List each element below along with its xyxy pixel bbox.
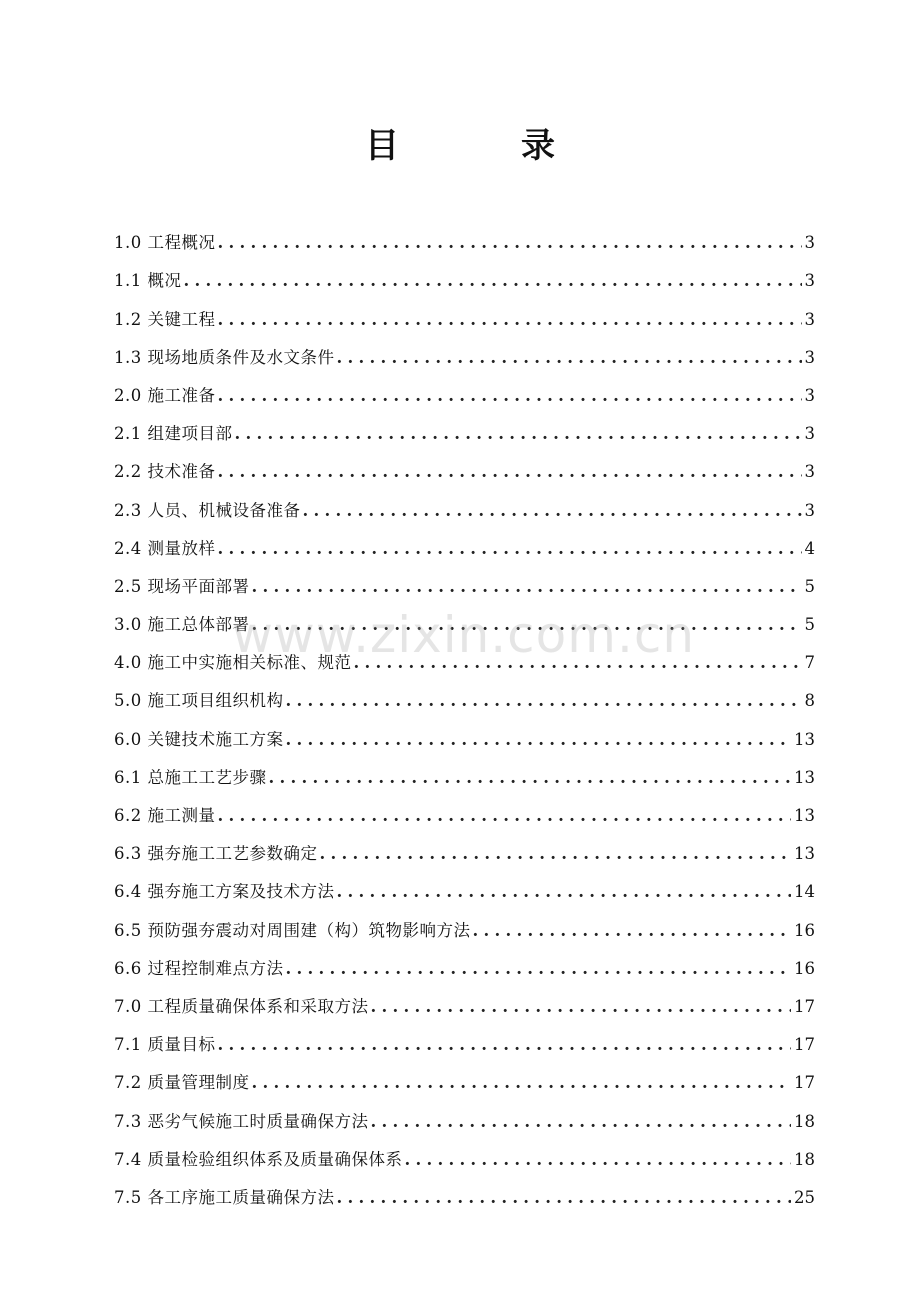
toc-page-number: 3 <box>804 271 815 291</box>
toc-entry[interactable] <box>114 409 815 447</box>
toc-entry[interactable] <box>114 1135 815 1173</box>
toc-entry[interactable] <box>114 1020 815 1058</box>
toc-entry[interactable] <box>114 791 815 829</box>
toc-entry-label: 1.0 工程概况 <box>114 233 216 253</box>
toc-entry[interactable] <box>114 600 815 638</box>
toc-entry[interactable] <box>114 333 815 371</box>
toc-dot-leader <box>269 767 792 789</box>
toc-entry[interactable] <box>114 562 815 600</box>
toc-dot-leader <box>218 309 802 331</box>
toc-page-number: 8 <box>804 691 815 711</box>
toc-dot-leader <box>218 538 802 560</box>
toc-entry-label: 6.6 过程控制难点方法 <box>114 958 284 978</box>
toc-dot-leader <box>252 1072 792 1094</box>
toc-page-number: 3 <box>804 424 815 444</box>
toc-entry-label: 1.2 关键工程 <box>114 309 216 329</box>
toc-dot-leader <box>252 576 802 598</box>
toc-page-number: 3 <box>804 385 815 405</box>
toc-entry-label: 6.0 关键技术施工方案 <box>114 729 284 749</box>
toc-entry-label: 6.3 强夯施工工艺参数确定 <box>114 844 318 864</box>
toc-dot-leader <box>218 232 802 254</box>
toc-entry-label: 7.2 质量管理制度 <box>114 1073 250 1093</box>
toc-page-number: 17 <box>794 1073 815 1093</box>
toc-dot-leader <box>218 805 792 827</box>
toc-entry-label: 2.2 技术准备 <box>114 462 216 482</box>
toc-dot-leader <box>235 423 802 445</box>
toc-page-number: 17 <box>794 996 815 1016</box>
toc-page-number: 5 <box>804 576 815 596</box>
toc-entry[interactable] <box>114 524 815 562</box>
toc-dot-leader <box>286 690 802 712</box>
toc-page-number: 13 <box>794 844 815 864</box>
toc-entry-label: 2.4 测量放样 <box>114 538 216 558</box>
toc-entry[interactable] <box>114 1058 815 1096</box>
toc-page-number: 3 <box>804 233 815 253</box>
toc-entry-label: 2.3 人员、机械设备准备 <box>114 500 301 520</box>
toc-entry-label: 4.0 施工中实施相关标准、规范 <box>114 653 352 673</box>
toc-dot-leader <box>337 1187 792 1209</box>
toc-dot-leader <box>252 614 802 636</box>
toc-entry[interactable] <box>114 447 815 485</box>
toc-dot-leader <box>286 729 792 751</box>
toc-page-number: 3 <box>804 462 815 482</box>
toc-entry[interactable] <box>114 485 815 523</box>
toc-dot-leader <box>371 1111 792 1133</box>
toc-page-number: 16 <box>794 920 815 940</box>
toc-dot-leader <box>218 385 802 407</box>
toc-entry[interactable] <box>114 1173 815 1211</box>
toc-entry[interactable] <box>114 218 815 256</box>
toc-entry-label: 7.3 恶劣气候施工时质量确保方法 <box>114 1111 369 1131</box>
toc-page-number: 17 <box>794 1035 815 1055</box>
toc-entry[interactable] <box>114 1096 815 1134</box>
toc-page-number: 5 <box>804 615 815 635</box>
toc-entry-label: 7.4 质量检验组织体系及质量确保体系 <box>114 1149 403 1169</box>
toc-dot-leader <box>286 958 792 980</box>
toc-entry[interactable] <box>114 944 815 982</box>
toc-entry-label: 2.1 组建项目部 <box>114 424 233 444</box>
toc-dot-leader <box>473 920 792 942</box>
toc-dot-leader <box>337 881 792 903</box>
toc-entry-label: 7.1 质量目标 <box>114 1035 216 1055</box>
toc-entry-label: 6.4 强夯施工方案及技术方法 <box>114 882 335 902</box>
toc-entry[interactable] <box>114 294 815 332</box>
toc-entry-label: 1.3 现场地质条件及水文条件 <box>114 347 335 367</box>
toc-dot-leader <box>218 1034 792 1056</box>
toc-entry-label: 6.2 施工测量 <box>114 806 216 825</box>
toc-dot-leader <box>218 461 802 483</box>
toc-page-number: 18 <box>794 1111 815 1131</box>
toc-list <box>114 218 815 1211</box>
toc-dot-leader <box>320 843 792 865</box>
toc-dot-leader <box>354 652 802 674</box>
toc-entry[interactable] <box>114 256 815 294</box>
toc-page-number: 3 <box>804 309 815 329</box>
toc-entry-label: 7.5 各工序施工质量确保方法 <box>114 1187 335 1207</box>
toc-entry[interactable] <box>114 714 815 752</box>
toc-entry[interactable] <box>114 905 815 943</box>
toc-entry[interactable] <box>114 371 815 409</box>
toc-dot-leader <box>371 996 792 1018</box>
toc-entry-label: 7.0 工程质量确保体系和采取方法 <box>114 996 369 1016</box>
toc-entry[interactable] <box>114 638 815 676</box>
toc-page-number: 18 <box>794 1149 815 1169</box>
toc-dot-leader <box>337 347 802 369</box>
toc-page-number: 13 <box>794 767 815 787</box>
toc-entry-label: 3.0 施工总体部署 <box>114 615 250 635</box>
toc-entry-label: 1.1 概况 <box>114 271 182 291</box>
toc-page-number: 3 <box>804 500 815 520</box>
toc-entry-label: 6.5 预防强夯震动对周围建（构）筑物影响方法 <box>114 920 471 940</box>
toc-entry[interactable] <box>114 867 815 905</box>
toc-entry-label: 2.5 现场平面部署 <box>114 576 250 596</box>
toc-dot-leader <box>303 500 802 522</box>
toc-dot-leader <box>184 270 802 292</box>
toc-page-number: 16 <box>794 958 815 978</box>
toc-page-number: 4 <box>804 538 815 558</box>
toc-page-number: 13 <box>794 729 815 749</box>
toc-dot-leader <box>405 1149 792 1171</box>
toc-page-number: 7 <box>804 653 815 673</box>
toc-entry[interactable] <box>114 829 815 867</box>
toc-entry-label: 6.1 总施工工艺步骤 <box>114 767 267 787</box>
toc-entry-label: 5.0 施工项目组织机构 <box>114 691 284 711</box>
toc-entry-label: 2.0 施工准备 <box>114 385 216 405</box>
toc-title: 目 录 <box>365 126 599 166</box>
toc-page-number: 13 <box>794 806 815 825</box>
watermark-text: www.zixin.com.cn <box>232 606 696 664</box>
toc-page-number: 25 <box>794 1187 815 1207</box>
toc-page-number: 14 <box>794 882 815 902</box>
toc-entry[interactable] <box>114 676 815 714</box>
toc-entry[interactable] <box>114 982 815 1020</box>
toc-page-number: 3 <box>804 347 815 367</box>
toc-entry[interactable] <box>114 753 815 791</box>
